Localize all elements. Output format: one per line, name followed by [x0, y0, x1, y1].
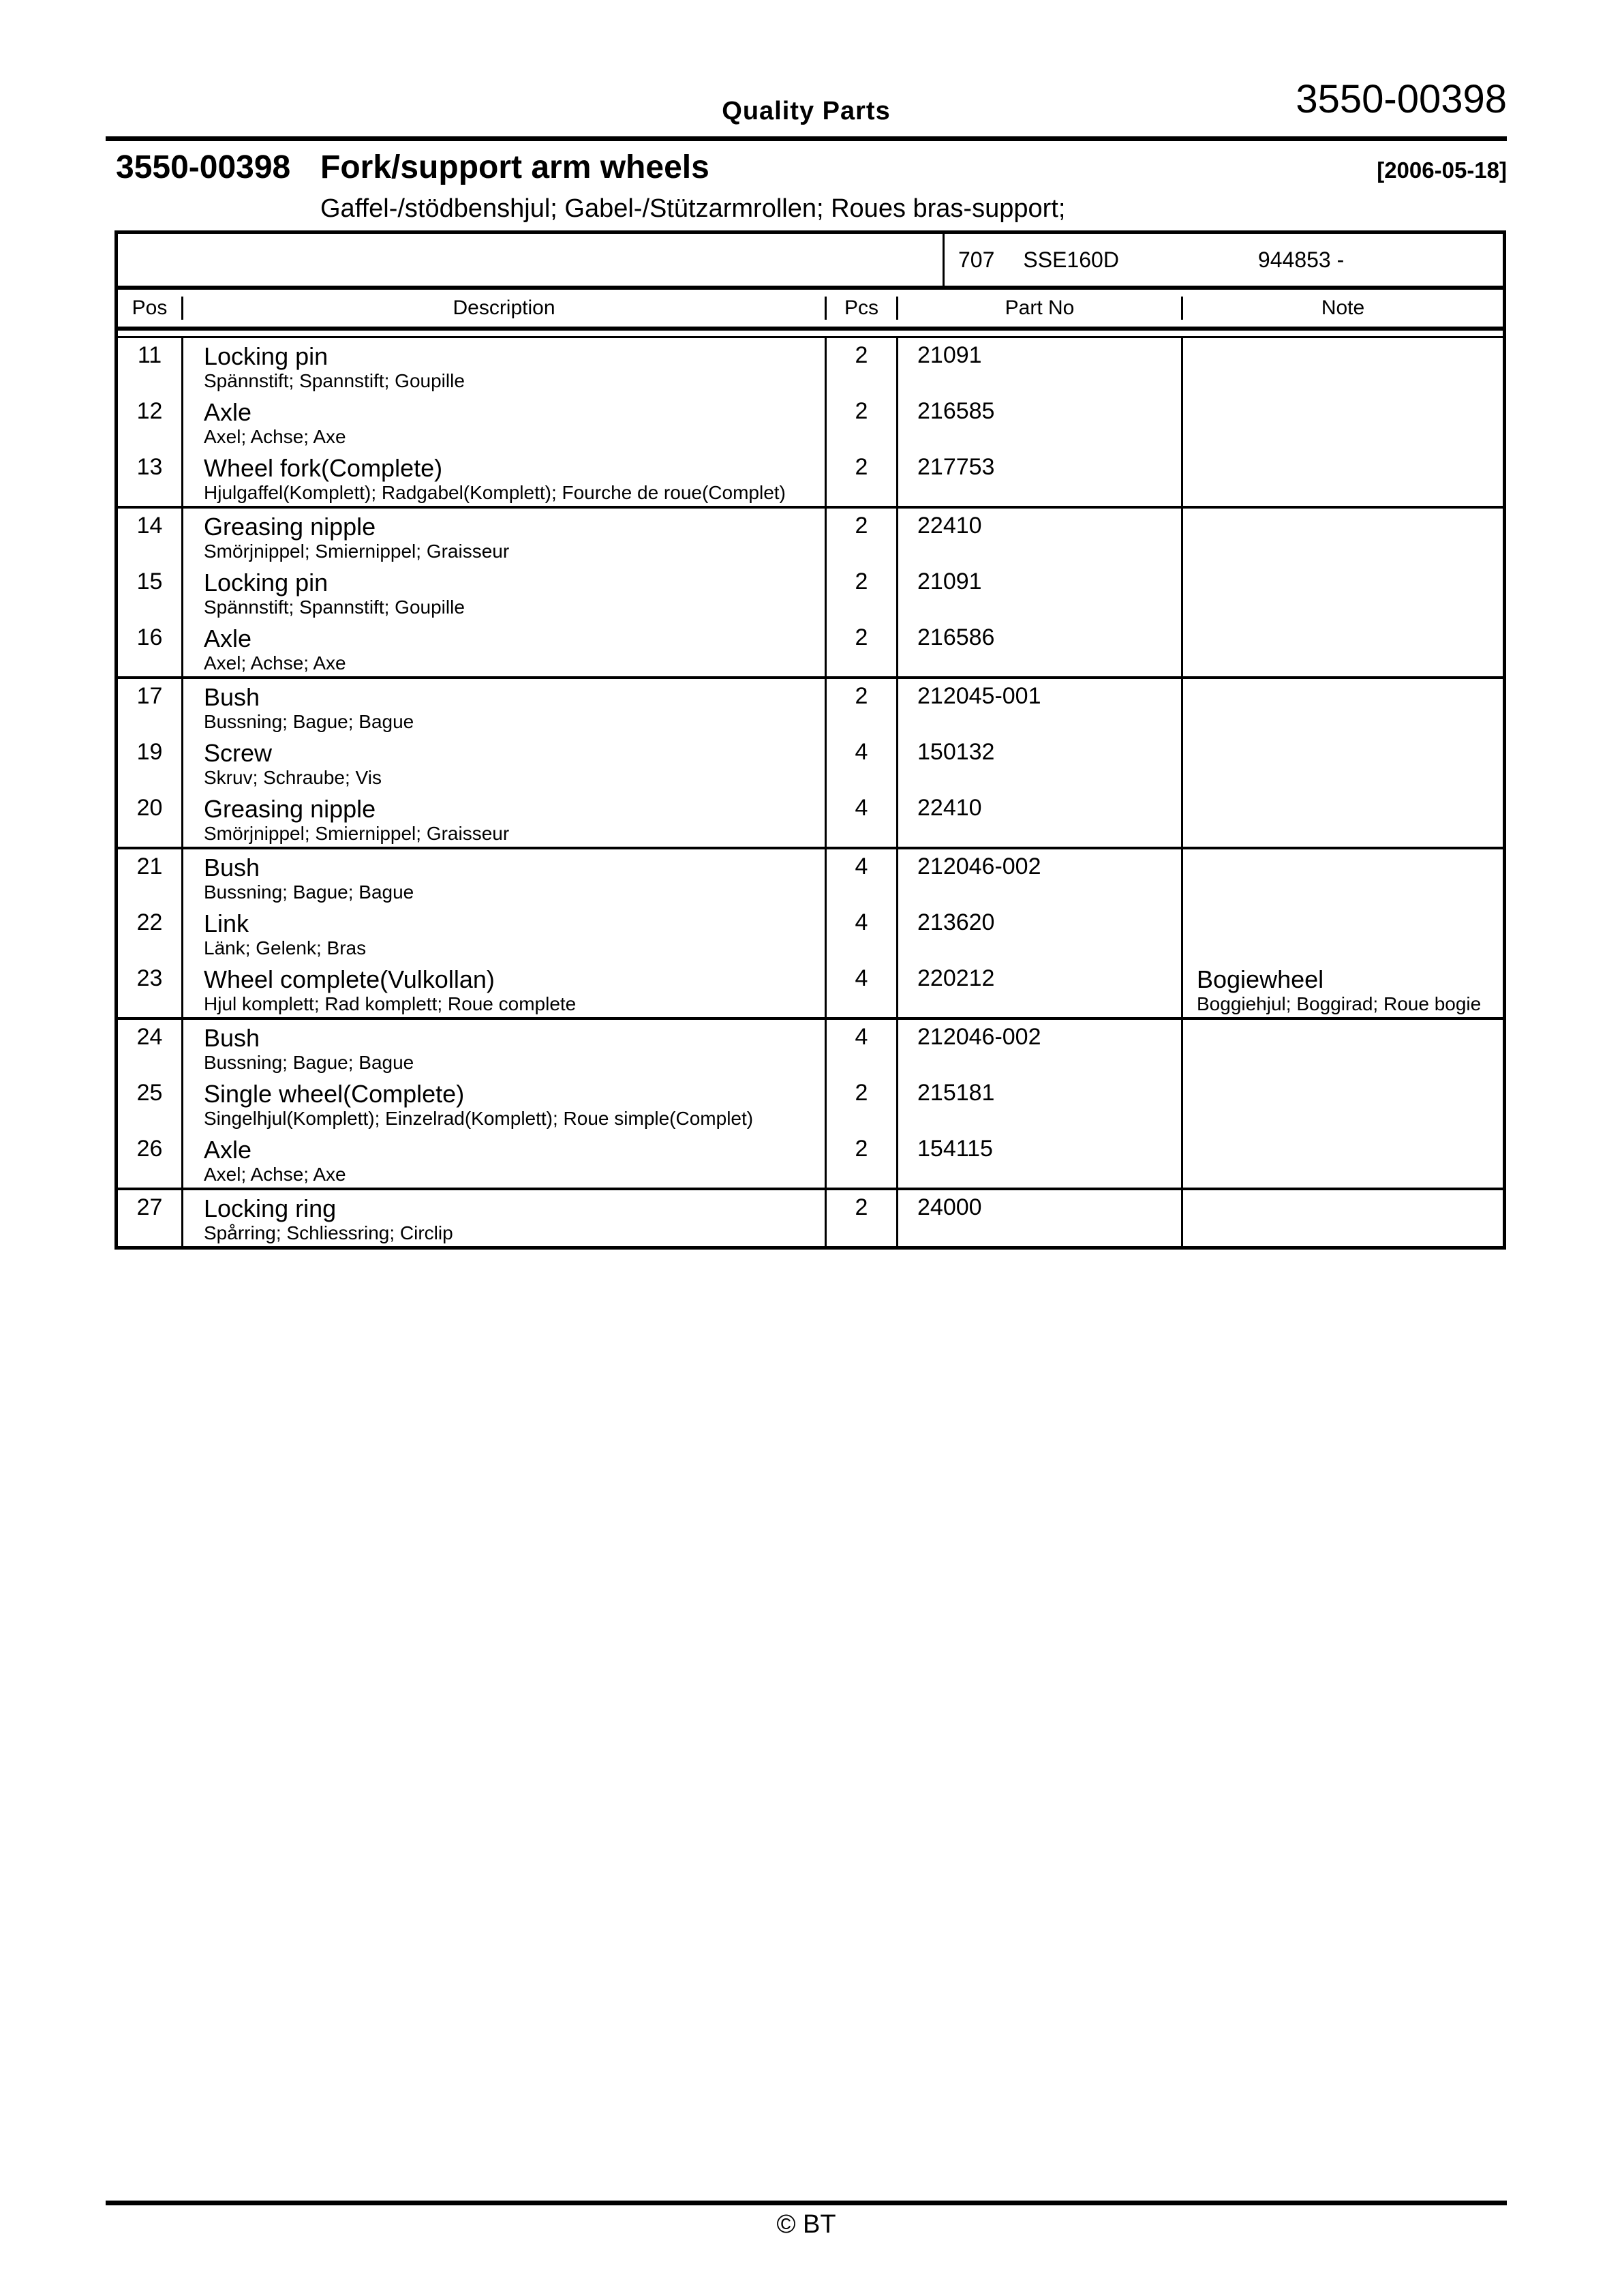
table-row	[118, 1132, 1503, 1188]
description-cell	[181, 735, 825, 791]
pos-cell: 20	[136, 795, 163, 821]
pcs-cell: 4	[825, 961, 896, 1017]
col-header-part-no: Part No	[896, 297, 1181, 320]
row-group	[118, 338, 1503, 509]
description-cell	[181, 1076, 825, 1132]
table-row	[118, 1076, 1503, 1132]
table-row	[118, 620, 1503, 676]
col-header-description: Description	[181, 297, 825, 320]
copyright-text: © BT	[776, 2210, 836, 2239]
description-translations: Axel; Achse; Axe	[204, 1164, 346, 1185]
pos-cell: 26	[136, 1136, 163, 1162]
page-title: Fork/support arm wheels	[320, 149, 709, 185]
part-no-cell: 212045-001	[896, 679, 1181, 735]
description-main: Locking ring	[204, 1194, 337, 1222]
pos-cell: 23	[136, 965, 163, 991]
description-main: Axle	[204, 624, 252, 652]
part-no-cell: 24000	[896, 1190, 1181, 1246]
pcs-cell: 2	[825, 338, 896, 394]
parts-table	[114, 230, 1506, 1250]
pos-cell: 11	[137, 342, 162, 368]
table-row	[118, 564, 1503, 620]
description-translations: Axel; Achse; Axe	[204, 426, 346, 447]
table-row	[118, 961, 1503, 1017]
note-cell	[1181, 509, 1503, 564]
description-translations: Skruv; Schraube; Vis	[204, 767, 382, 788]
pcs-cell: 2	[825, 1132, 896, 1188]
description-main: Greasing nipple	[204, 513, 376, 541]
description-main: Bush	[204, 854, 260, 881]
description-translations: Länk; Gelenk; Bras	[204, 937, 367, 958]
description-main: Locking pin	[204, 569, 328, 596]
title-block	[116, 149, 1507, 224]
description-translations: Bussning; Bague; Bague	[204, 881, 414, 903]
part-no-cell: 212046-002	[896, 1020, 1181, 1076]
pcs-cell: 4	[825, 791, 896, 847]
pos-cell: 21	[136, 854, 163, 879]
description-translations: Bussning; Bague; Bague	[204, 711, 414, 732]
table-row	[118, 1190, 1503, 1246]
row-group	[118, 1020, 1503, 1190]
table-row	[118, 450, 1503, 506]
header-doc-number: 3550-00398	[1296, 77, 1507, 121]
pos-cell: 16	[136, 624, 163, 650]
note-cell	[1181, 1076, 1503, 1132]
description-translations: Spännstift; Spannstift; Goupille	[204, 370, 465, 391]
note-cell	[1181, 450, 1503, 506]
note-cell	[1181, 620, 1503, 676]
note-cell	[1181, 905, 1503, 961]
col-header-pcs: Pcs	[825, 297, 896, 320]
note-cell	[1181, 961, 1503, 1017]
pcs-cell: 2	[825, 394, 896, 450]
description-main: Screw	[204, 739, 273, 767]
description-cell	[181, 905, 825, 961]
pcs-cell: 2	[825, 450, 896, 506]
pos-cell: 13	[136, 454, 163, 480]
table-row	[118, 849, 1503, 905]
description-translations: Singelhjul(Komplett); Einzelrad(Komplett); Roue simple(Complet)	[204, 1108, 754, 1129]
page-header-title: Quality Parts	[722, 97, 891, 125]
description-main: Greasing nipple	[204, 795, 376, 823]
note-cell	[1181, 394, 1503, 450]
part-no-cell: 22410	[896, 791, 1181, 847]
pcs-cell: 2	[825, 620, 896, 676]
note-cell	[1181, 1132, 1503, 1188]
part-no-cell: 216586	[896, 620, 1181, 676]
note-translations: Boggiehjul; Boggirad; Roue bogie	[1197, 993, 1482, 1014]
description-translations: Spännstift; Spannstift; Goupille	[204, 596, 465, 618]
meta-empty-cell	[118, 234, 943, 286]
note-cell	[1181, 1190, 1503, 1246]
table-row	[118, 394, 1503, 450]
pcs-cell: 2	[825, 509, 896, 564]
table-row	[118, 1020, 1503, 1076]
part-no-cell: 22410	[896, 509, 1181, 564]
description-main: Link	[204, 909, 249, 937]
col-header-pos: Pos	[132, 297, 168, 319]
description-translations: Hjul komplett; Rad komplett; Roue complete	[204, 993, 577, 1014]
part-no-cell: 212046-002	[896, 849, 1181, 905]
header-rule	[106, 136, 1507, 141]
pos-cell: 15	[136, 569, 163, 594]
description-cell	[181, 620, 825, 676]
description-cell	[181, 849, 825, 905]
footer-rule	[106, 2201, 1507, 2205]
serial-range: 944853 -	[1257, 247, 1345, 272]
pos-cell: 19	[136, 739, 163, 765]
table-row	[118, 509, 1503, 564]
description-cell	[181, 338, 825, 394]
note-cell	[1181, 679, 1503, 735]
part-no-cell: 220212	[896, 961, 1181, 1017]
note-cell	[1181, 791, 1503, 847]
pos-cell: 12	[136, 398, 163, 424]
description-translations: Smörjnippel; Smiernippel; Graisseur	[204, 823, 510, 844]
part-no-cell: 150132	[896, 735, 1181, 791]
pos-cell: 22	[136, 909, 163, 935]
description-cell	[181, 791, 825, 847]
description-main: Wheel fork(Complete)	[204, 454, 443, 482]
pcs-cell: 2	[825, 564, 896, 620]
col-header-note: Note	[1181, 297, 1503, 320]
note-main: Bogiewheel	[1197, 965, 1324, 993]
description-main: Single wheel(Complete)	[204, 1080, 465, 1108]
pos-cell: 17	[136, 683, 163, 709]
table-row	[118, 735, 1503, 791]
meta-model-cell	[943, 234, 1503, 286]
revision-date: [2006-05-18]	[1377, 157, 1507, 183]
part-no-cell: 216585	[896, 394, 1181, 450]
description-main: Wheel complete(Vulkollan)	[204, 965, 495, 993]
description-translations: Hjulgaffel(Komplett); Radgabel(Komplett); Fourche de roue(Complet)	[204, 482, 786, 503]
table-row	[118, 905, 1503, 961]
description-translations: Smörjnippel; Smiernippel; Graisseur	[204, 541, 510, 562]
pos-cell: 25	[136, 1080, 163, 1106]
description-cell	[181, 961, 825, 1017]
description-cell	[181, 509, 825, 564]
row-group	[118, 849, 1503, 1020]
pcs-cell: 4	[825, 735, 896, 791]
pcs-cell: 4	[825, 905, 896, 961]
table-row	[118, 679, 1503, 735]
description-cell	[181, 1132, 825, 1188]
description-cell	[181, 679, 825, 735]
description-main: Bush	[204, 1024, 260, 1052]
title-translations: Gaffel-/stödbenshjul; Gabel-/Stützarmrollen; Roues bras-support;	[320, 194, 1066, 223]
model-meta-row	[118, 234, 1503, 290]
row-group	[118, 679, 1503, 849]
description-cell	[181, 450, 825, 506]
table-row	[118, 338, 1503, 394]
pcs-cell: 4	[825, 849, 896, 905]
part-no-cell: 213620	[896, 905, 1181, 961]
pcs-cell: 4	[825, 1020, 896, 1076]
row-group	[118, 509, 1503, 679]
description-cell	[181, 1020, 825, 1076]
table-row	[118, 791, 1503, 847]
title-line	[116, 149, 1507, 186]
model-code: 707	[958, 247, 995, 272]
part-no-cell: 154115	[896, 1132, 1181, 1188]
pcs-cell: 2	[825, 679, 896, 735]
description-main: Locking pin	[204, 342, 328, 370]
pos-cell: 27	[136, 1194, 163, 1220]
note-cell	[1181, 849, 1503, 905]
part-no-cell: 21091	[896, 564, 1181, 620]
description-main: Axle	[204, 1136, 252, 1164]
title-doc-number: 3550-00398	[116, 149, 291, 185]
description-cell	[181, 1190, 825, 1246]
description-main: Bush	[204, 683, 260, 711]
row-group	[118, 1190, 1503, 1246]
description-main: Axle	[204, 398, 252, 426]
part-no-cell: 21091	[896, 338, 1181, 394]
pos-cell: 14	[136, 513, 163, 539]
note-cell	[1181, 338, 1503, 394]
part-no-cell: 217753	[896, 450, 1181, 506]
pcs-cell: 2	[825, 1076, 896, 1132]
note-cell	[1181, 1020, 1503, 1076]
description-translations: Bussning; Bague; Bague	[204, 1052, 414, 1073]
description-translations: Spårring; Schliessring; Circlip	[204, 1222, 453, 1243]
part-no-cell: 215181	[896, 1076, 1181, 1132]
model-name: SSE160D	[1023, 247, 1119, 272]
description-cell	[181, 564, 825, 620]
pos-cell: 24	[136, 1024, 163, 1050]
pcs-cell: 2	[825, 1190, 896, 1246]
description-cell	[181, 394, 825, 450]
description-translations: Axel; Achse; Axe	[204, 652, 346, 674]
note-cell	[1181, 735, 1503, 791]
note-cell	[1181, 564, 1503, 620]
column-header-row	[118, 290, 1503, 331]
